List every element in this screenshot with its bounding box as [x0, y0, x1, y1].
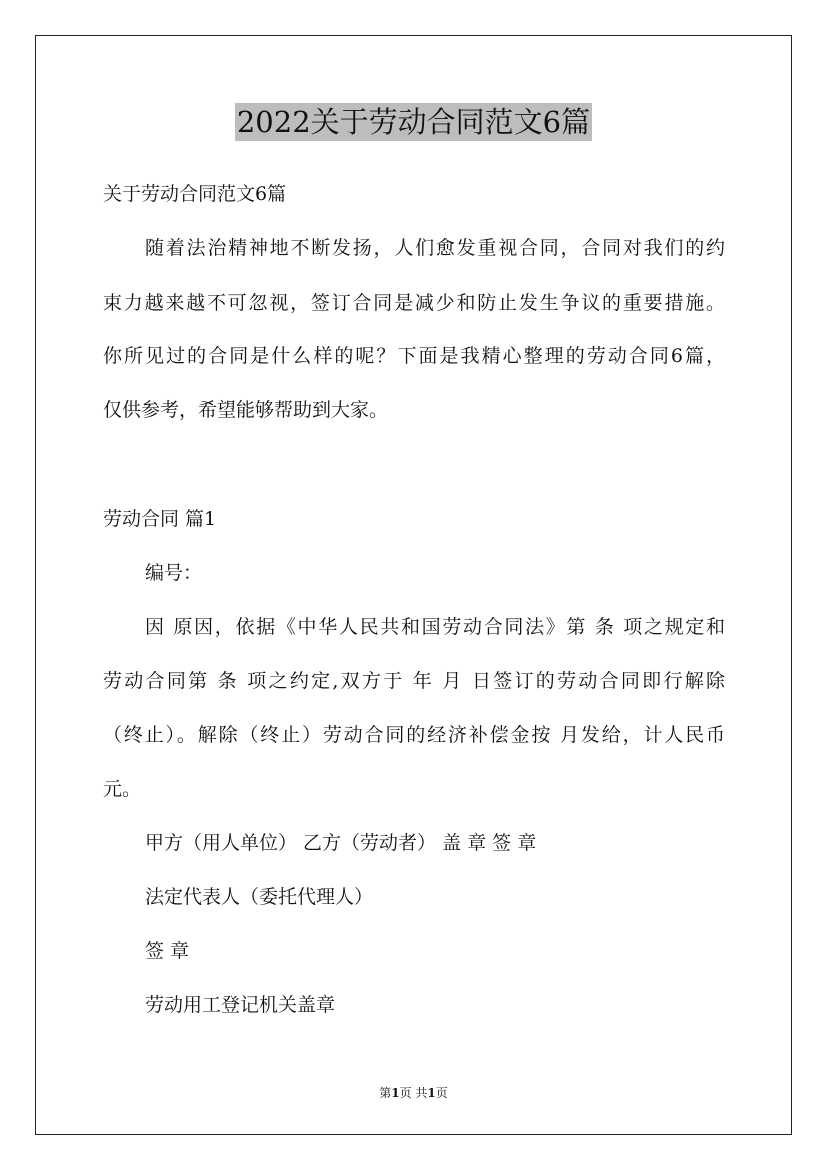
body-line-4: 元。 [103, 778, 142, 800]
signature-sign: 签 章 [145, 940, 190, 962]
signature-representative: 法定代表人（委托代理人） [145, 886, 374, 908]
footer-page-total: 1 [427, 1086, 436, 1100]
footer-page-suffix: 页 [435, 1086, 448, 1100]
body-line-1: 因 原因，依据《中华人民共和国劳动合同法》第 条 项之规定和 [145, 616, 725, 638]
footer-page-mid: 页 共 [399, 1086, 428, 1100]
footer-page-current: 1 [391, 1086, 400, 1100]
intro-line-2: 束力越来越不可忽视，签订合同是减少和防止发生争议的重要措施。 [103, 292, 725, 314]
title-container [0, 103, 827, 141]
page-footer [0, 1085, 827, 1101]
body-line-2: 劳动合同第 条 项之约定,双方于 年 月 日签订的劳动合同即行解除 [103, 670, 725, 692]
intro-line-3: 你所见过的合同是什么样的呢？下面是我精心整理的劳动合同6篇， [103, 345, 725, 367]
number-label: 编号： [145, 562, 203, 584]
section-heading: 劳动合同 篇1 [103, 508, 217, 530]
document-title: 2022关于劳动合同范文6篇 [236, 105, 591, 139]
intro-line-4: 仅供参考，希望能够帮助到大家。 [103, 399, 389, 421]
body-line-3: （终止）。解除（终止）劳动合同的经济补偿金按 月发给，计人民币 [103, 724, 725, 746]
signature-parties: 甲方（用人单位） 乙方（劳动者） 盖 章 签 章 [145, 832, 537, 854]
signature-registration: 劳动用工登记机关盖章 [145, 994, 336, 1016]
intro-line-1: 随着法治精神地不断发扬，人们愈发重视合同，合同对我们的约 [145, 237, 725, 259]
footer-page-prefix: 第 [379, 1086, 392, 1100]
subtitle: 关于劳动合同范文6篇 [103, 183, 287, 205]
